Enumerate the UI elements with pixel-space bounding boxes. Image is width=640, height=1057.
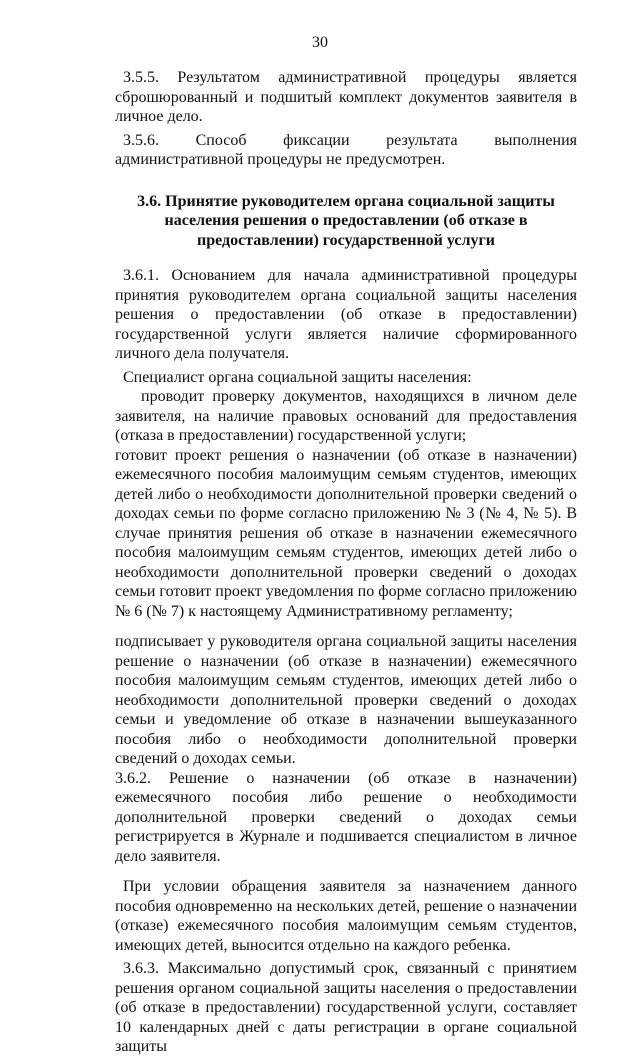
paragraph-3-6-3: 3.6.3. Максимально допустимый срок, связанный с принятием решения органом социальной защиты населения о предоставлении (об отказе в предоставлении) государственной услуги, составляет 10 календарных дней с даты регистрации в органе социальной защиты — [115, 960, 577, 1055]
paragraph-3-6-2: 3.6.2. Решение о назначении (об отказе в назначении) ежемесячного пособия либо решение о необходимости дополнительной проверки сведений о доходах семьи регистрируется в Журнале и подшивается специалистом в личное дело заявителя. — [115, 769, 577, 865]
paragraph-3-5-5: 3.5.5. Результатом административной процедуры является сброшюрованный и подшитый комплект документов заявителя в личное дело. — [115, 69, 577, 125]
section-heading-3-6: 3.6. Принятие руководителем органа социальной защиты населения решения о предоставлении (об отказе в предоставлении) государственной услуги — [137, 192, 555, 249]
paragraph-multiple-children: При условии обращения заявителя за назначением данного пособия одновременно на нескольких детей, решение о назначении (отказе) ежемесячного пособия малоимущим семьям студентов, имеющих детей, выносится отдельно на каждого ребенка. — [115, 878, 577, 954]
document-body — [115, 68, 577, 1057]
paragraph-3-6-1: 3.6.1. Основанием для начала административной процедуры принятия руководителем органа социальной защиты населения решения о предоставлении (об отказе в предоставлении) государственной услуги является наличие сформированного личного дела получателя. — [115, 267, 577, 362]
paragraph-3-5-6: 3.5.6. Способ фиксации результата выполнения административной процедуры не предусмотрен. — [115, 131, 577, 168]
paragraph-prepares-draft: готовит проект решения о назначении (об отказе в назначении) ежемесячного пособия малоимущим семьям студентов, имеющих детей либо о необходимости дополнительной проверки сведений о доходах семьи по форме согласно приложению № 3 (№ 4, № 5). В случае принятия решения об отказе в назначении ежемесячного пособия малоимущим семьям студентов, имеющих детей либо о необходимости дополнительной проверки сведений о доходах семьи готовит проект уведомления по форме согласно приложению № 6 (№ 7) к настоящему Административному регламенту; — [115, 446, 577, 620]
paragraph-signs-decision: подписывает у руководителя органа социальной защиты населения решение о назначении (об отказе в назначении) ежемесячного пособия малоимущим семьям студентов, имеющих детей либо о необходимости дополнительной проверки сведений о доходах семьи и уведомление об отказе в назначении вышеуказанного пособия либо о необходимости дополнительной проверки сведений о доходах семьи. — [115, 633, 577, 767]
paragraph-checks-documents: проводит проверку документов, находящихся в личном деле заявителя, на наличие правовых оснований для предоставления (отказа в предоставлении) государственной услуги; — [115, 388, 577, 444]
page-number: 30 — [312, 34, 328, 51]
paragraph-specialist: Специалист органа социальной защиты населения: — [123, 368, 472, 386]
